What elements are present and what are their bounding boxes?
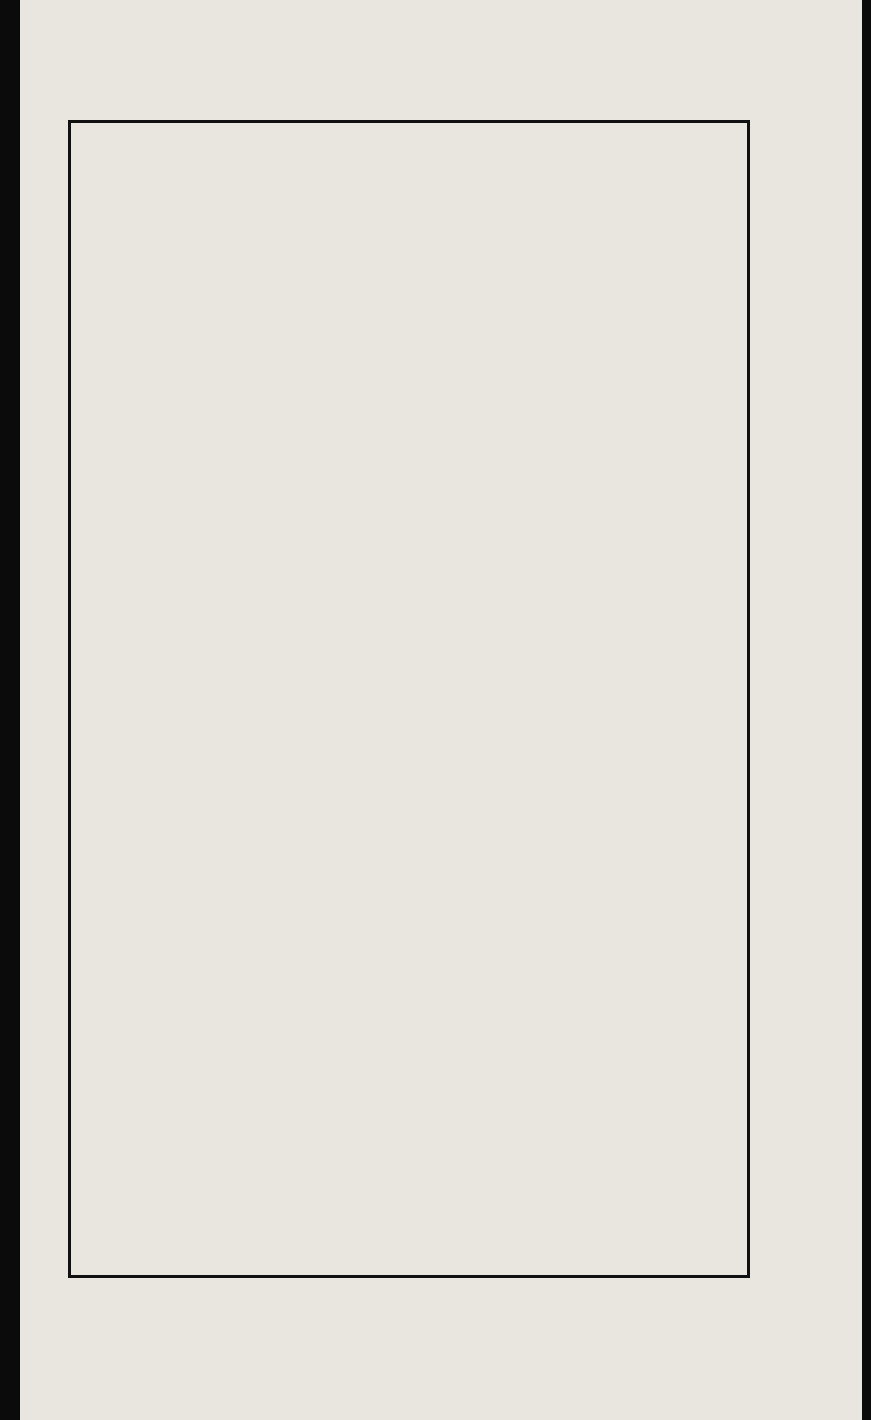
statistics-table bbox=[68, 120, 750, 1278]
scanned-page bbox=[20, 0, 862, 1420]
